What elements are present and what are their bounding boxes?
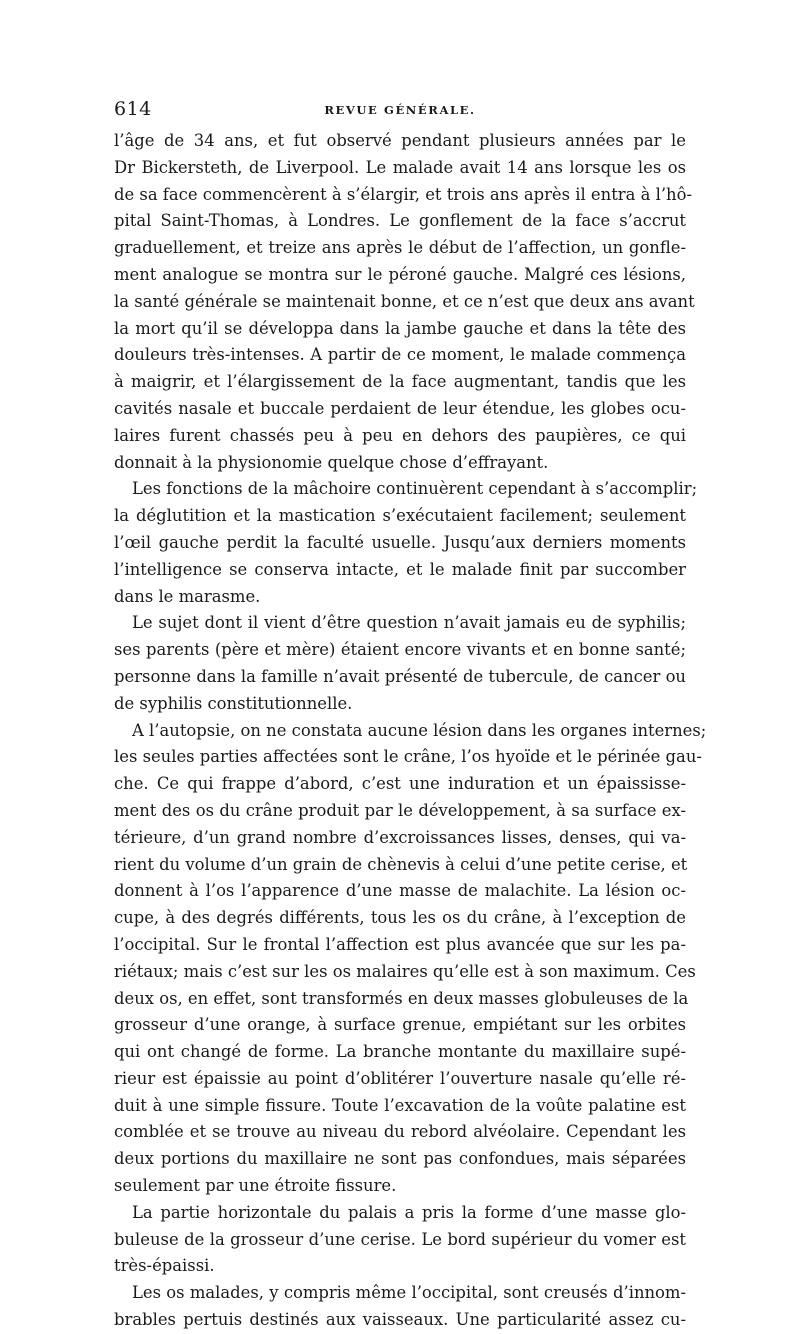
text-line: l’œil gauche perdit la faculté usuelle. Jusqu’aux derniers moments [114,532,686,552]
text-line: La partie horizontale du palais a pris la forme d’une masse glo- [132,1202,686,1222]
text-line: brables pertuis destinés aux vaisseaux. Une particularité assez cu- [114,1310,686,1330]
text-line: riétaux; mais c’est sur les os malaires qu’elle est à son maximum. Ces [114,961,696,981]
text-line: che. Ce qui frappe d’abord, c’est une induration et un épaississe- [114,774,686,794]
text-line: donnent à l’os l’apparence d’une masse de malachite. La lésion oc- [114,881,686,901]
text-line: douleurs très-intenses. A partir de ce moment, le malade commença [114,345,686,365]
text-line: deux os, en effet, sont transformés en deux masses globuleuses de la [114,988,689,1008]
text-line: graduellement, et treize ans après le début de l’affection, un gonfle- [114,238,686,258]
text-line: ses parents (père et mère) étaient encore vivants et en bonne santé; [114,640,686,660]
text-line: Les os malades, y compris même l’occipital, sont creusés d’innom- [132,1283,686,1303]
text-line: donnait à la physionomie quelque chose d’effrayant. [114,452,549,472]
text-line: duit à une simple fissure. Toute l’excavation de la voûte palatine est [114,1095,686,1115]
text-line: seulement par une étroite fissure. [114,1176,397,1196]
text-line: comblée et se trouve au niveau du rebord alvéolaire. Cependant les [114,1122,686,1142]
text-line: à maigrir, et l’élargissement de la face augmentant, tandis que les [114,372,686,392]
page-header [114,98,686,128]
text-line: laires furent chassés peu à peu en dehors des paupières, ce qui [114,425,686,445]
text-line: buleuse de la grosseur d’une cerise. Le bord supérieur du vomer est [114,1229,686,1249]
text-line: Les fonctions de la mâchoire continuèrent cependant à s’accomplir; [132,479,698,499]
text-line: les seules parties affectées sont le crâne, l’os hyoïde et le périnée gau- [114,747,702,767]
body-text [114,128,707,1334]
page-number: 614 [114,98,152,120]
text-line: qui ont changé de forme. La branche montante du maxillaire supé- [114,1042,686,1062]
text-line: de sa face commencèrent à s’élargir, et trois ans après il entra à l’hô- [114,184,692,204]
running-title: REVUE GÉNÉRALE. [324,103,476,117]
text-line: de syphilis constitutionnelle. [114,693,353,713]
text-line: l’âge de 34 ans, et fut observé pendant plusieurs années par le [114,131,686,150]
text-line: dans le marasme. [114,586,261,606]
text-line: A l’autopsie, on ne constata aucune lésion dans les organes internes; [132,720,707,740]
text-line: pital Saint-Thomas, à Londres. Le gonflement de la face s’accrut [114,211,686,231]
text-line: Dr Bickersteth, de Liverpool. Le malade avait 14 ans lorsque les os [114,157,686,177]
text-line: rieur est épaissie au point d’oblitérer l’ouverture nasale qu’elle ré- [114,1068,686,1088]
text-line: ment des os du crâne produit par le développement, à sa surface ex- [114,800,686,820]
text-line: l’intelligence se conserva intacte, et le malade finit par succomber [114,559,686,579]
text-line: la santé générale se maintenait bonne, et ce n’est que deux ans avant [114,291,695,311]
text-line: la mort qu’il se développa dans la jambe gauche et dans la tête des [114,318,686,338]
text-line: rient du volume d’un grain de chènevis à celui d’une petite cerise, et [114,854,688,874]
text-line: cupe, à des degrés différents, tous les os du crâne, à l’exception de [114,908,686,928]
text-line: l’occipital. Sur le frontal l’affection est plus avancée que sur les pa- [114,934,686,954]
text-line: cavités nasale et buccale perdaient de leur étendue, les globes ocu- [114,398,686,418]
text-line: grosseur d’une orange, à surface grenue, empiétant sur les orbites [114,1015,686,1035]
text-line: deux portions du maxillaire ne sont pas confondues, mais séparées [114,1149,686,1169]
text-line: très-épaissi. [114,1256,215,1276]
text-line: personne dans la famille n’avait présenté de tubercule, de cancer ou [114,666,686,686]
text-line: ment analogue se montra sur le péroné gauche. Malgré ces lésions, [114,264,686,284]
text-line: Le sujet dont il vient d’être question n’avait jamais eu de syphilis; [132,613,686,633]
text-line: térieure, d’un grand nombre d’excroissances lisses, denses, qui va- [114,827,686,847]
text-line: la déglutition et la mastication s’exécutaient facilement; seulement [114,506,686,526]
